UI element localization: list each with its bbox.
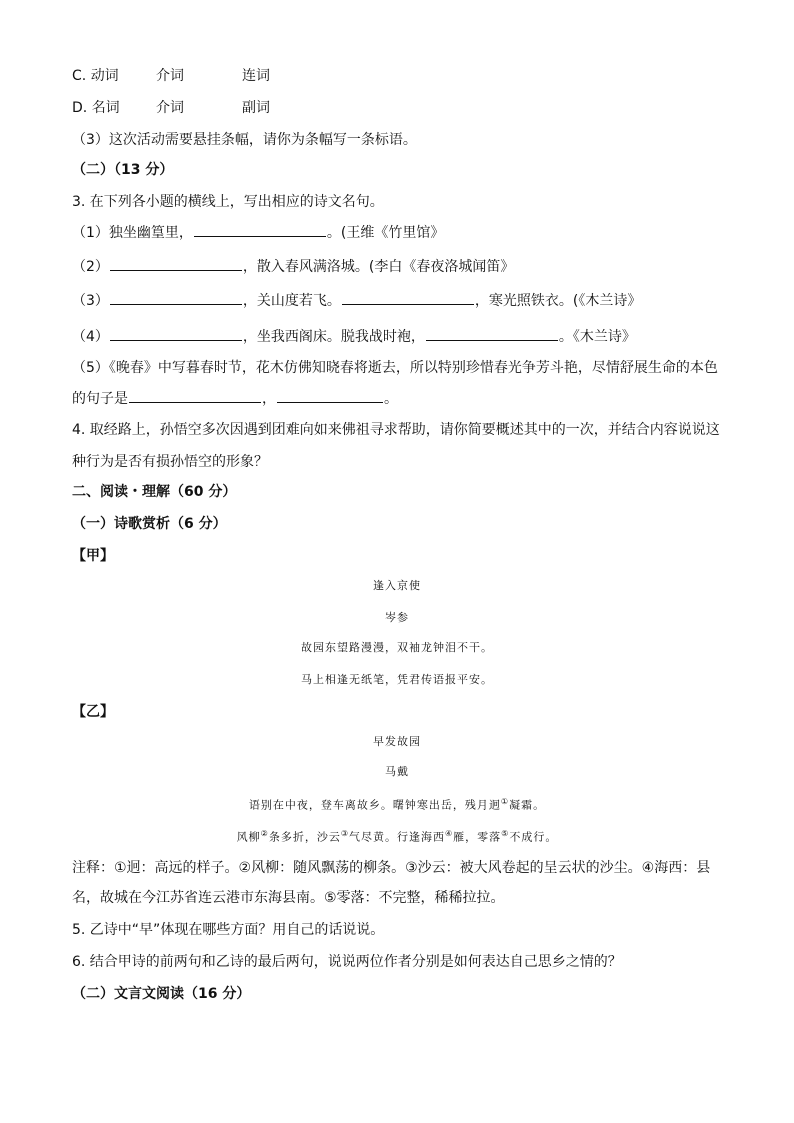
verse-text: ，散入春风满洛城。(李白《春夜洛城闻笛》	[242, 259, 515, 275]
option-word: 介词	[156, 68, 184, 84]
question-3-3	[72, 290, 722, 311]
verse-source: 。《木兰诗》	[558, 329, 636, 345]
option-word: 连词	[242, 68, 270, 84]
verse-text: 。	[384, 391, 398, 407]
question-5: 5. 乙诗中“早”体现在哪些方面？用自己的话说说。	[72, 922, 385, 938]
verse-source: ，寒光照铁衣。(《木兰诗》	[474, 293, 642, 309]
poem-title: 早发故园	[373, 735, 421, 748]
footnote-marker: ⑤	[501, 829, 510, 838]
option-word: 副词	[242, 100, 270, 116]
question-4-cont: 种行为是否有损孙悟空的形象？	[72, 454, 268, 470]
footnote-marker: ②	[260, 829, 269, 838]
poem-notes: 注释：①迥：高远的样子。②风柳：随风飘荡的柳条。③沙云：被大风卷起的呈云状的沙尘。④海西：县	[72, 860, 711, 876]
poem-text: 条多折，沙云	[268, 830, 341, 844]
option-c	[72, 66, 722, 86]
poem-line	[0, 794, 794, 814]
option-word: 动词	[90, 68, 119, 84]
part-heading: 二、阅读・理解（60 分）	[72, 484, 237, 500]
question-3-5: （5）《晚春》中写暮春时节，花木仿佛知晓春将逝去，所以特别珍惜春光争芳斗艳，尽情舒展生命的本色	[72, 360, 718, 376]
verse-text: 的句子是	[72, 391, 128, 407]
option-letter: D.	[72, 100, 88, 116]
poem-author: 马戴	[385, 765, 409, 778]
answer-blank[interactable]	[129, 388, 261, 403]
answer-blank[interactable]	[110, 326, 242, 341]
answer-blank[interactable]	[426, 326, 558, 341]
poem-text: 凝霜。	[509, 798, 546, 812]
question-3-4	[72, 326, 722, 347]
question-3-stem: 3. 在下列各小题的横线上，写出相应的诗文名句。	[72, 194, 384, 210]
poem-text: 语别在中夜，登车离故乡。曙钟寒出岳，残月迥	[248, 798, 501, 812]
poem-label: 【乙】	[72, 704, 114, 720]
poem-line: 马上相逢无纸笔，凭君传语报平安。	[301, 673, 493, 686]
answer-blank[interactable]	[110, 256, 242, 271]
question-3-5-cont	[72, 388, 722, 409]
poem-text: 不成行。	[509, 830, 558, 844]
item-number: （4）	[72, 329, 109, 345]
poem-title: 逢入京使	[373, 579, 421, 592]
verse-source: 。(王维《竹里馆》	[326, 225, 445, 241]
verse-text: ，	[262, 391, 276, 407]
verse-text: 独坐幽篁里，	[108, 225, 193, 241]
poem-text: 风柳	[236, 830, 261, 844]
answer-blank[interactable]	[277, 388, 383, 403]
answer-blank[interactable]	[110, 290, 242, 305]
poem-text: 雁，零落	[453, 830, 502, 844]
footnote-marker: ③	[340, 829, 349, 838]
answer-blank[interactable]	[194, 222, 326, 237]
poem-line	[0, 826, 794, 846]
footnote-marker: ④	[445, 829, 454, 838]
item-number: （1）	[72, 225, 109, 241]
poem-label: 【甲】	[72, 548, 114, 564]
poem-author: 岑参	[385, 611, 409, 624]
question-6: 6. 结合甲诗的前两句和乙诗的最后两句，说说两位作者分别是如何表达自己思乡之情的？	[72, 954, 622, 970]
section-heading: （一）诗歌赏析（6 分）	[72, 516, 227, 532]
poem-line: 故园东望路漫漫，双袖龙钟泪不干。	[301, 641, 493, 654]
question-3-1	[72, 222, 722, 243]
poem-notes-cont: 名，故城在今江苏省连云港市东海县南。⑤零落：不完整，稀稀拉拉。	[72, 890, 505, 906]
verse-text: ，坐我西阁床。脱我战时袍，	[242, 329, 425, 345]
answer-blank[interactable]	[342, 290, 474, 305]
section-heading: （二）文言文阅读（16 分）	[72, 986, 251, 1002]
verse-text: ，关山度若飞。	[242, 293, 341, 309]
section-heading: （二）（13 分）	[72, 162, 174, 178]
poem-text: 气尽黄。行逢海西	[349, 830, 445, 844]
option-word: 名词	[91, 100, 120, 116]
footnote-marker: ①	[500, 797, 510, 806]
question-4: 4. 取经路上，孙悟空多次因遇到团难向如来佛祖寻求帮助，请你简要概述其中的一次，并结合内容说说这	[72, 422, 720, 438]
option-word: 介词	[156, 100, 184, 116]
question-3-2	[72, 256, 722, 277]
item-number: （3）	[72, 293, 109, 309]
item-number: （2）	[72, 259, 109, 275]
option-d	[72, 98, 722, 118]
question-2-3: （3）这次活动需要悬挂条幅，请你为条幅写一条标语。	[72, 132, 417, 148]
option-letter: C.	[72, 68, 87, 84]
